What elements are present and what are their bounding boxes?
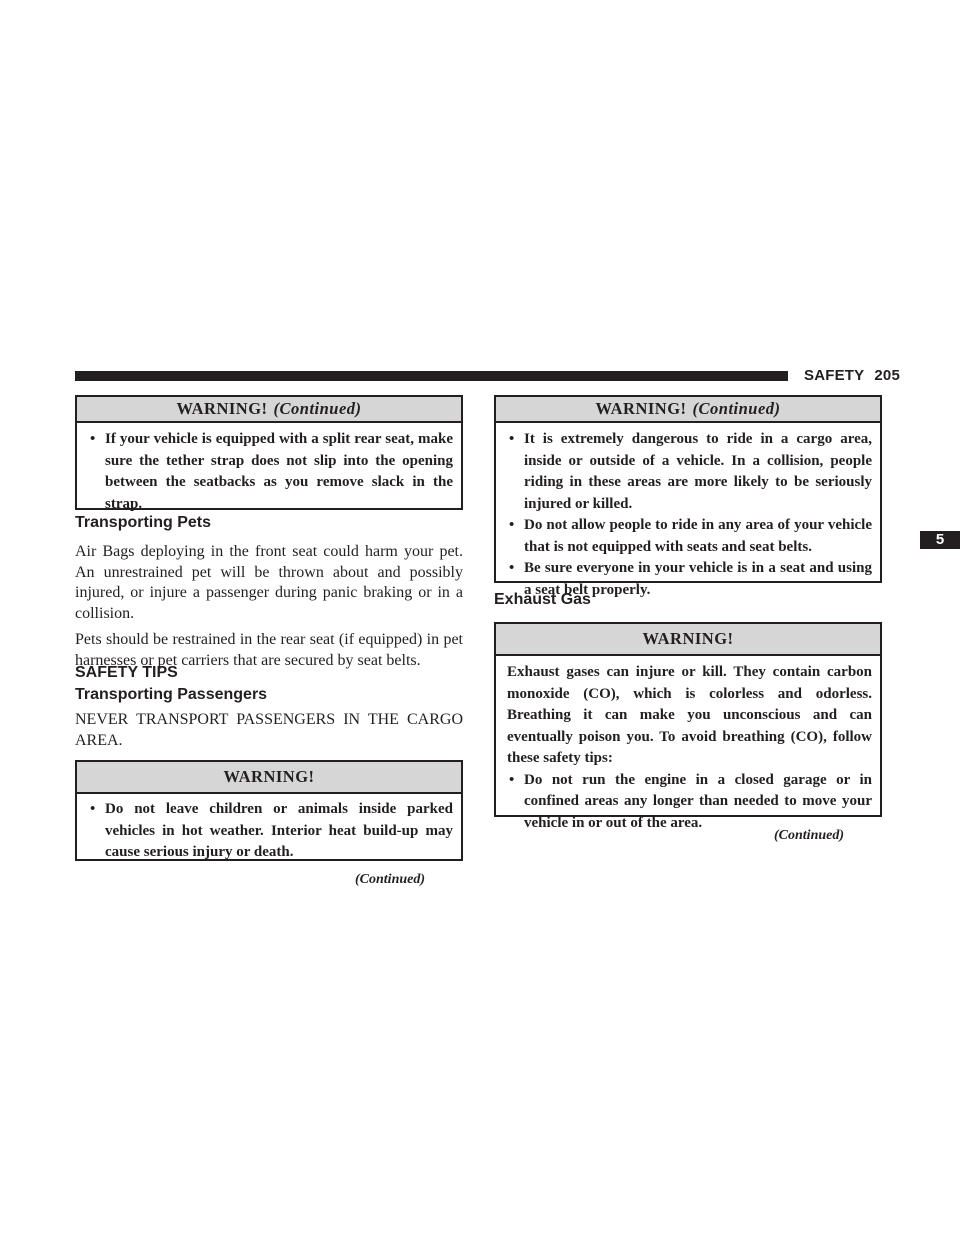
section-heading-exhaust-gas: Exhaust Gas [494,591,591,608]
warning-bullet: • Be sure everyone in your vehicle is in a seat and using a seat belt properly. [509,560,872,598]
section-heading-transporting-pets: Transporting Pets [75,514,212,531]
warning-box-right [494,622,882,831]
warning-header [77,762,461,794]
warning-body [496,423,880,607]
running-header [790,366,900,386]
warning-header [77,397,461,423]
warning-continued-label: (Continued) [692,399,781,418]
continued-label-right: (Continued) [774,828,845,843]
warning-body [77,794,461,870]
warning-title: WARNING! [176,399,268,418]
continued-label-left: (Continued) [355,872,426,887]
transporting-pets-body [75,542,463,677]
warning-title: WARNING! [595,399,687,418]
warning-bullet: • Do not leave children or animals inside parked vehicles in hot weather. Interior heat build-up may cause serious injury or death. [90,801,453,860]
header-section: SAFETY [803,367,865,384]
warning-body [496,656,880,840]
warning-box-right-continued [494,395,882,598]
paragraph: Pets should be restrained in the rear seat (if equipped) in pet harnesses or pet carriers that are secured by seat belts. [75,631,463,669]
header-rule [75,371,788,381]
warning-header [496,624,880,656]
warning-body [77,423,461,521]
warning-title: WARNING! [223,767,315,786]
warning-bullet: • It is extremely dangerous to ride in a cargo area, inside or outside of a vehicle. In a collision, people riding in these areas are more likely to be seriously injured or killed. [509,431,872,512]
warning-bullet: • Do not allow people to ride in any area of your vehicle that is not equipped with seats and seat belts. [509,517,872,555]
section-heading-safety-tips: SAFETY TIPS [75,664,178,681]
warning-bullet: • If your vehicle is equipped with a split rear seat, make sure the tether strap does not slip into the opening between the seatbacks as you remove slack in the strap. [90,431,453,512]
warning-box-left-continued [75,395,463,510]
warning-title: WARNING! [642,629,734,648]
warning-header [496,397,880,423]
warning-paragraph: Exhaust gases can injure or kill. They contain carbon monoxide (CO), which is colorless and odorless. Breathing it can make you unconscious and can eventually poison you. To avoid breathing (CO), follow these safety tips: [507,664,872,766]
warning-continued-label: (Continued) [273,399,362,418]
section-heading-transporting-passengers: Transporting Passengers [75,686,268,703]
warning-bullet: • Do not run the engine in a closed garage or in confined areas any longer than needed to move your vehicle in or out of the area. [509,771,872,831]
paragraph: NEVER TRANSPORT PASSENGERS IN THE CARGO AREA. [75,711,463,749]
warning-box-left [75,760,463,861]
chapter-tab: 5 [920,531,960,549]
page-number: 205 [874,367,900,384]
transporting-passengers-body [75,710,463,757]
paragraph: Air Bags deploying in the front seat could harm your pet. An unrestrained pet will be thrown about and possibly injured, or injure a passenger during panic braking or in a collision. [75,543,463,622]
